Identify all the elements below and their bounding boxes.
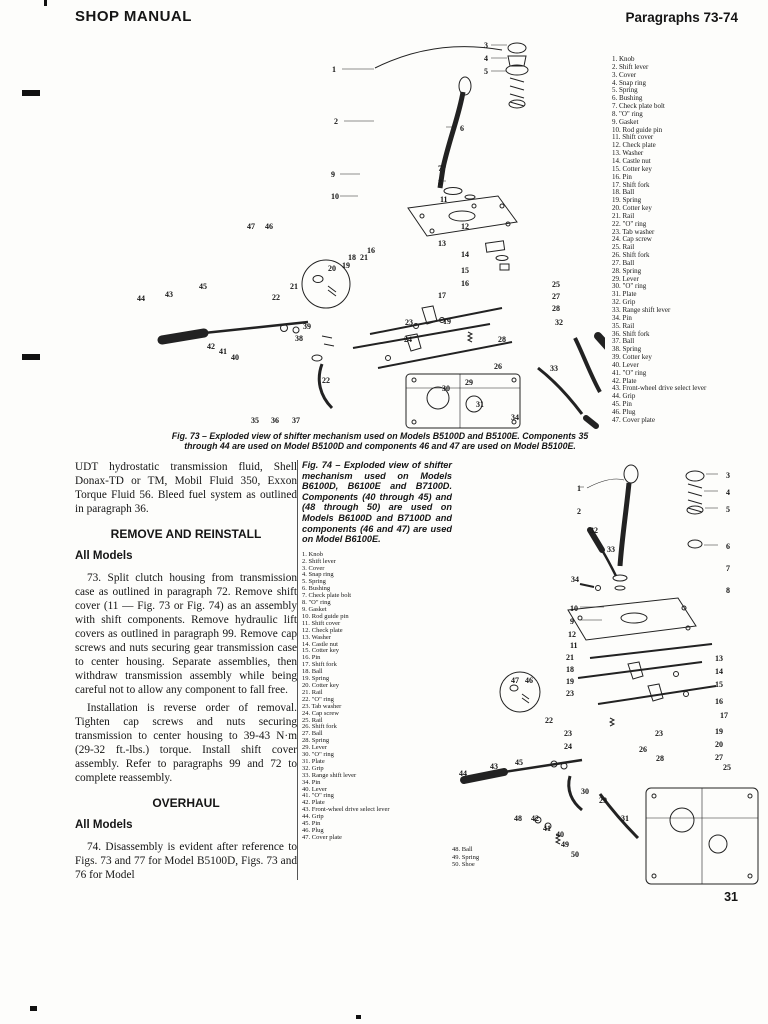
- callout-number: 37: [292, 416, 300, 425]
- part-item: 8. "O" ring: [302, 599, 331, 607]
- all-models-subheading-2: All Models: [75, 819, 133, 831]
- part-item: 2. Shift lever: [612, 62, 649, 71]
- column-divider-rule: [297, 460, 298, 880]
- registration-mark: [356, 1015, 361, 1019]
- part-item: 20. Cotter key: [302, 681, 340, 689]
- callout-number: 28: [498, 335, 506, 344]
- callout-number: 4: [484, 54, 488, 63]
- overhaul-heading: OVERHAUL: [152, 796, 220, 810]
- callout-number: 19: [715, 727, 723, 736]
- callout-number: 35: [251, 416, 259, 425]
- callout-number: 29: [599, 796, 607, 805]
- paragraph-73-removal: 73. Split clutch housing from transmission case as outlined in paragraph 72. Remove shift cover (11 — Fig. 73 or Fig. 74) as an assembly with shift components. Remove hydraulic lift covers as outlined in paragraph 99. Remove cap screws and nuts securing gear transmission case to center housing. Separate assemblies, then withdraw transmission assembly while being careful not to allow any component to fall free.: [75, 572, 297, 696]
- part-item: 10. Rod guide pin: [302, 612, 349, 620]
- part-item: 43. Front-wheel drive select lever: [612, 384, 707, 393]
- callout-number: 21: [290, 282, 298, 291]
- callout-number: 41: [543, 824, 551, 833]
- part-item: 16. Pin: [302, 654, 321, 662]
- part-item: 44. Grip: [612, 392, 636, 401]
- callout-number: 13: [438, 239, 446, 248]
- callout-number: 33: [607, 545, 615, 554]
- callout-number: 43: [165, 290, 173, 299]
- callout-number: 19: [566, 677, 574, 686]
- callout-number: 17: [438, 291, 446, 300]
- callout-number: 2: [577, 507, 581, 516]
- callout-number: 46: [265, 222, 273, 231]
- callout-number: 34: [571, 575, 579, 584]
- part-item: 8. "O" ring: [612, 109, 643, 118]
- callout-number: 42: [207, 342, 215, 351]
- callout-number: 5: [484, 67, 488, 76]
- part-item: 46. Plug: [302, 827, 324, 834]
- part-item: 29. Lever: [302, 744, 327, 752]
- part-item: 40. Lever: [302, 785, 327, 793]
- part-item: 3. Cover: [302, 564, 325, 572]
- part-item: 41. "O" ring: [302, 792, 334, 800]
- callout-number: 23: [564, 729, 572, 738]
- fig74-callouts: [450, 458, 765, 906]
- registration-mark: [22, 90, 40, 96]
- callout-number: 6: [460, 124, 464, 133]
- part-item: 3. Cover: [612, 70, 637, 79]
- part-item: 50. Shoe: [452, 861, 475, 868]
- callout-number: 16: [715, 697, 723, 706]
- callout-number: 46: [525, 676, 533, 685]
- fig73-parts-list: [612, 56, 730, 425]
- part-item: 36. Shift fork: [612, 329, 650, 338]
- part-item: 20. Cotter key: [612, 204, 652, 213]
- callout-number: 32: [555, 318, 563, 327]
- registration-mark: [22, 354, 40, 360]
- callout-number: 23: [405, 318, 413, 327]
- part-item: 44. Grip: [302, 813, 324, 821]
- part-item: 11. Shift cover: [612, 133, 654, 142]
- part-item: 48. Ball: [452, 846, 473, 853]
- fig73-caption-line2: through 44 are used on Model B5100D and components 46 and 47 are used on Model B5100E.: [184, 441, 576, 451]
- callout-number: 34: [511, 413, 519, 422]
- callout-number: 50: [571, 850, 579, 859]
- header-manual-title: SHOP MANUAL: [75, 8, 192, 25]
- fig74-caption: Fig. 74 – Exploded view of shifter mechanism used on Models B6100D, B6100E and B7100D. Components (40 through 45) and (48 through 50) are used on Models B6100D and B7100D and components (46 and 47) are used on Model B6100E.: [302, 460, 452, 545]
- part-item: 11. Shift cover: [302, 619, 341, 627]
- callout-number: 18: [348, 253, 356, 262]
- callout-number: 30: [442, 384, 450, 393]
- part-item: 42. Plate: [612, 376, 637, 385]
- part-item: 37. Ball: [612, 337, 635, 346]
- part-item: 33. Range shift lever: [302, 771, 357, 779]
- part-item: 19. Spring: [302, 675, 330, 683]
- fig73-caption: [70, 431, 690, 451]
- part-item: 2. Shift lever: [302, 557, 336, 565]
- callout-number: 41: [219, 347, 227, 356]
- callout-number: 20: [328, 264, 336, 273]
- callout-number: 24: [564, 742, 572, 751]
- part-item: 45. Pin: [612, 400, 632, 409]
- part-item: 32. Grip: [302, 764, 324, 772]
- part-item: 1. Knob: [302, 550, 323, 558]
- callout-number: 24: [404, 335, 412, 344]
- part-item: 9. Gasket: [612, 117, 639, 126]
- figure-74: [450, 458, 765, 906]
- callout-number: 22: [272, 293, 280, 302]
- callout-number: 29: [465, 378, 473, 387]
- callout-number: 9: [570, 617, 574, 626]
- part-item: 14. Castle nut: [612, 156, 651, 165]
- part-item: 26. Shift fork: [612, 251, 650, 260]
- part-item: 16. Pin: [612, 172, 632, 181]
- callout-number: 25: [723, 763, 731, 772]
- part-item: 4. Snap ring: [302, 571, 334, 579]
- part-item: 30. "O" ring: [302, 751, 334, 759]
- callout-number: 28: [552, 304, 560, 313]
- callout-number: 48: [514, 814, 522, 823]
- part-item: 13. Washer: [612, 149, 644, 158]
- callout-number: 26: [494, 362, 502, 371]
- callout-number: 27: [552, 292, 560, 301]
- registration-mark: [30, 1006, 37, 1011]
- callout-number: 14: [715, 667, 723, 676]
- callout-number: 32: [590, 526, 598, 535]
- part-item: 45. Pin: [302, 820, 321, 828]
- part-item: 31. Plate: [302, 757, 325, 765]
- part-item: 46. Plug: [612, 407, 636, 416]
- callout-number: 11: [440, 195, 448, 204]
- part-item: 23. Tab washer: [612, 227, 655, 236]
- callout-number: 40: [231, 353, 239, 362]
- part-item: 39. Cotter key: [612, 353, 652, 362]
- part-item: 7. Check plate bolt: [302, 592, 352, 600]
- part-item: 19. Spring: [612, 196, 642, 205]
- part-item: 34. Pin: [612, 313, 632, 322]
- callout-number: 2: [334, 117, 338, 126]
- part-item: 4. Snap ring: [612, 78, 647, 87]
- callout-number: 8: [726, 586, 730, 595]
- callout-number: 36: [271, 416, 279, 425]
- callout-number: 14: [461, 250, 469, 259]
- paragraph-73-installation: Installation is reverse order of removal. Tighten cap screws and nuts securing transmission to center housing to 39-43 N·m (29-32 ft.-lbs.) torque. Install shift cover assembly. Refer to paragraphs 99 and 72 to complete reassembly.: [75, 702, 297, 784]
- all-models-subheading-1: All Models: [75, 550, 133, 562]
- part-item: 41. "O" ring: [612, 368, 647, 377]
- callout-number: 7: [438, 164, 442, 173]
- part-item: 1. Knob: [612, 55, 635, 63]
- part-item: 49. Spring: [452, 853, 480, 861]
- part-item: 12. Check plate: [612, 141, 656, 150]
- callout-number: 23: [655, 729, 663, 738]
- callout-number: 38: [295, 334, 303, 343]
- part-item: 43. Front-wheel drive select lever: [302, 806, 390, 814]
- callout-number: 12: [461, 222, 469, 231]
- intro-paragraph: UDT hydrostatic transmission fluid, Shell Donax-TD or TM, Mobil Fluid 350, Exxon Torque Fluid 56. Bleed fuel system as outlined in paragraph 36.: [75, 461, 297, 515]
- callout-number: 21: [360, 253, 368, 262]
- part-item: 32. Grip: [612, 298, 636, 307]
- part-item: 24. Cap screw: [302, 709, 340, 717]
- callout-number: 15: [461, 266, 469, 275]
- part-item: 22. "O" ring: [302, 695, 334, 703]
- part-item: 47. Cover plate: [302, 833, 342, 841]
- part-item: 12. Check plate: [302, 626, 343, 634]
- part-item: 6. Bushing: [302, 585, 331, 593]
- part-item: 23. Tab washer: [302, 702, 342, 710]
- part-item: 27. Ball: [302, 730, 323, 738]
- fig73-callouts: [70, 36, 605, 430]
- callout-number: 21: [566, 653, 574, 662]
- part-item: 10. Rod guide pin: [612, 125, 663, 134]
- part-item: 40. Lever: [612, 360, 639, 369]
- callout-number: 1: [332, 65, 336, 74]
- part-item: 25. Rail: [302, 716, 323, 724]
- callout-number: 42: [531, 814, 539, 823]
- callout-number: 6: [726, 542, 730, 551]
- callout-number: 44: [137, 294, 145, 303]
- callout-number: 8: [438, 178, 442, 187]
- part-item: 9. Gasket: [302, 606, 327, 613]
- callout-number: 31: [621, 814, 629, 823]
- callout-number: 4: [726, 488, 730, 497]
- page-number: 31: [724, 890, 738, 904]
- callout-number: 44: [459, 769, 467, 778]
- callout-number: 7: [726, 564, 730, 573]
- callout-number: 33: [550, 364, 558, 373]
- part-item: 31. Plate: [612, 290, 637, 299]
- fig73-caption-line1: Fig. 73 – Exploded view of shifter mechanism used on Models B5100D and B5100E. Components 35: [171, 431, 589, 441]
- part-item: 38. Spring: [612, 345, 642, 354]
- part-item: 18. Ball: [302, 668, 323, 676]
- callout-number: 25: [552, 280, 560, 289]
- part-item: 6. Bushing: [612, 94, 643, 103]
- callout-number: 31: [476, 400, 484, 409]
- part-item: 29. Lever: [612, 274, 639, 283]
- part-item: 15. Cotter key: [612, 164, 652, 173]
- fig74-caption-column: [302, 460, 452, 842]
- callout-number: 16: [367, 246, 375, 255]
- article-column: [75, 460, 297, 886]
- callout-number: 19: [443, 317, 451, 326]
- remove-reinstall-heading: REMOVE AND REINSTALL: [110, 527, 262, 541]
- callout-number: 30: [581, 787, 589, 796]
- part-item: 27. Ball: [612, 258, 635, 267]
- callout-number: 3: [484, 41, 488, 50]
- callout-number: 49: [561, 840, 569, 849]
- callout-number: 18: [566, 665, 574, 674]
- part-item: 30. "O" ring: [612, 282, 647, 291]
- registration-mark: [44, 0, 47, 6]
- callout-number: 9: [331, 170, 335, 179]
- part-item: 7. Check plate bolt: [612, 102, 665, 111]
- callout-number: 15: [715, 680, 723, 689]
- callout-number: 22: [545, 716, 553, 725]
- callout-number: 26: [639, 745, 647, 754]
- callout-number: 19: [342, 261, 350, 270]
- callout-number: 11: [570, 641, 578, 650]
- callout-number: 10: [331, 192, 339, 201]
- callout-number: 45: [199, 282, 207, 291]
- paragraph-74-disassembly: 74. Disassembly is evident after reference to Figs. 73 and 77 for Model B5100D, Figs. 73 and 76 for Model: [75, 841, 297, 881]
- part-item: 28. Spring: [302, 737, 330, 745]
- callout-number: 27: [715, 753, 723, 762]
- part-item: 24. Cap screw: [612, 235, 652, 244]
- callout-number: 16: [461, 279, 469, 288]
- callout-number: 3: [726, 471, 730, 480]
- callout-number: 17: [720, 711, 728, 720]
- callout-number: 1: [577, 484, 581, 493]
- part-item: 18. Ball: [612, 188, 635, 197]
- header-paragraph-range: Paragraphs 73-74: [625, 10, 738, 25]
- fig74-parts-list: [302, 552, 442, 842]
- callout-number: 13: [715, 654, 723, 663]
- callout-number: 28: [656, 754, 664, 763]
- part-item: 25. Rail: [612, 243, 635, 252]
- part-item: 33. Range shift lever: [612, 306, 671, 314]
- part-item: 47. Cover plate: [612, 415, 655, 424]
- part-item: 13. Washer: [302, 633, 331, 641]
- part-item: 17. Shift fork: [612, 180, 650, 189]
- part-item: 34. Pin: [302, 778, 321, 786]
- callout-number: 40: [556, 830, 564, 839]
- part-item: 21. Rail: [302, 688, 323, 696]
- callout-number: 39: [303, 322, 311, 331]
- part-item: 28. Spring: [612, 266, 642, 275]
- part-item: 26. Shift fork: [302, 723, 337, 731]
- callout-number: 43: [490, 762, 498, 771]
- callout-number: 22: [322, 376, 330, 385]
- part-item: 35. Rail: [612, 321, 635, 330]
- callout-number: 47: [511, 676, 519, 685]
- callout-number: 47: [247, 222, 255, 231]
- callout-number: 12: [568, 630, 576, 639]
- part-item: 17. Shift fork: [302, 661, 337, 669]
- callout-number: 45: [515, 758, 523, 767]
- part-item: 5. Spring: [302, 578, 326, 586]
- part-item: 5. Spring: [612, 86, 638, 95]
- callout-number: 10: [570, 604, 578, 613]
- part-item: 15. Cotter key: [302, 647, 340, 655]
- callout-number: 5: [726, 505, 730, 514]
- part-item: 22. "O" ring: [612, 219, 647, 228]
- part-item: 42. Plate: [302, 799, 325, 807]
- callout-number: 20: [715, 740, 723, 749]
- part-item: 14. Castle nut: [302, 640, 338, 648]
- figure-73: [70, 36, 605, 430]
- part-item: 21. Rail: [612, 211, 635, 220]
- callout-number: 23: [566, 689, 574, 698]
